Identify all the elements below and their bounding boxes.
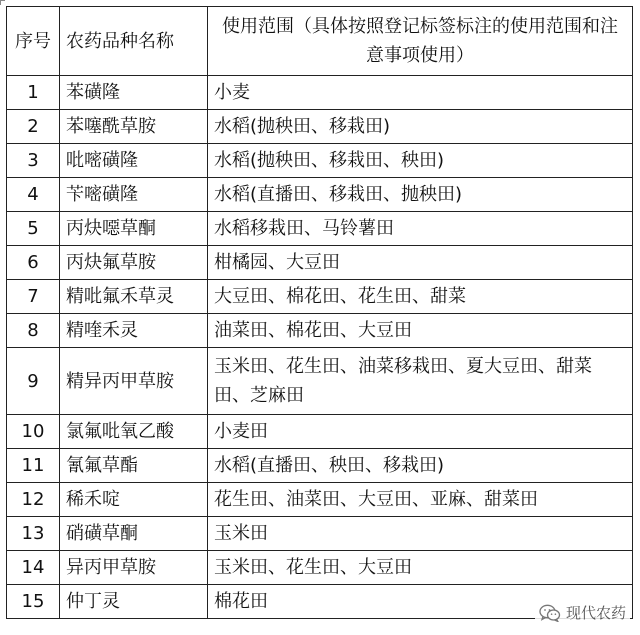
cell-serial-number: 2	[7, 110, 60, 144]
header-row	[7, 7, 633, 76]
cell-pesticide-name: 丙炔噁草酮	[60, 212, 208, 246]
watermark	[535, 600, 630, 625]
table-row	[7, 110, 633, 144]
table-row	[7, 280, 633, 314]
cell-serial-number: 1	[7, 76, 60, 110]
table-row	[7, 76, 633, 110]
corner-crop-mark	[0, 0, 5, 5]
cell-serial-number: 14	[7, 551, 60, 585]
cell-usage-scope: 玉米田、花生田、油菜移栽田、夏大豆田、甜菜田、芝麻田	[208, 348, 633, 415]
cell-serial-number: 15	[7, 585, 60, 619]
cell-serial-number: 11	[7, 449, 60, 483]
cell-serial-number: 6	[7, 246, 60, 280]
cell-pesticide-name: 仲丁灵	[60, 585, 208, 619]
cell-usage-scope: 水稻(直播田、秧田、移栽田)	[208, 449, 633, 483]
cell-pesticide-name: 精吡氟禾草灵	[60, 280, 208, 314]
cell-pesticide-name: 氯氟吡氧乙酸	[60, 415, 208, 449]
header-serial-number: 序号	[7, 7, 60, 76]
table-row	[7, 348, 633, 415]
header-usage-scope: 使用范围（具体按照登记标签标注的使用范围和注意事项使用）	[208, 7, 633, 76]
cell-serial-number: 4	[7, 178, 60, 212]
table-row	[7, 483, 633, 517]
header-pesticide-name: 农药品种名称	[60, 7, 208, 76]
cell-usage-scope: 小麦田	[208, 415, 633, 449]
pesticide-table-container	[6, 6, 633, 619]
cell-usage-scope: 油菜田、棉花田、大豆田	[208, 314, 633, 348]
cell-pesticide-name: 精喹禾灵	[60, 314, 208, 348]
cell-pesticide-name: 吡嘧磺隆	[60, 144, 208, 178]
cell-usage-scope: 棉花田	[208, 585, 633, 619]
cell-usage-scope: 水稻移栽田、马铃薯田	[208, 212, 633, 246]
cell-usage-scope: 花生田、油菜田、大豆田、亚麻、甜菜田	[208, 483, 633, 517]
table-row	[7, 314, 633, 348]
cell-serial-number: 5	[7, 212, 60, 246]
cell-serial-number: 7	[7, 280, 60, 314]
cell-usage-scope: 大豆田、棉花田、花生田、甜菜	[208, 280, 633, 314]
cell-pesticide-name: 硝磺草酮	[60, 517, 208, 551]
cell-serial-number: 9	[7, 348, 60, 415]
cell-pesticide-name: 苯磺隆	[60, 76, 208, 110]
pesticide-table	[6, 6, 633, 619]
cell-usage-scope: 水稻(抛秧田、移栽田、秧田)	[208, 144, 633, 178]
cell-pesticide-name: 苄嘧磺隆	[60, 178, 208, 212]
cell-pesticide-name: 异丙甲草胺	[60, 551, 208, 585]
cell-serial-number: 8	[7, 314, 60, 348]
table-row	[7, 415, 633, 449]
cell-serial-number: 12	[7, 483, 60, 517]
cell-usage-scope: 水稻(直播田、移栽田、抛秧田)	[208, 178, 633, 212]
table-row	[7, 517, 633, 551]
cell-serial-number: 13	[7, 517, 60, 551]
cell-pesticide-name: 丙炔氟草胺	[60, 246, 208, 280]
table-row	[7, 178, 633, 212]
table-header	[7, 7, 633, 76]
cell-usage-scope: 小麦	[208, 76, 633, 110]
cell-serial-number: 10	[7, 415, 60, 449]
cell-serial-number: 3	[7, 144, 60, 178]
watermark-text: 现代农药	[565, 604, 626, 622]
table-row	[7, 144, 633, 178]
table-row	[7, 551, 633, 585]
table-row	[7, 246, 633, 280]
cell-pesticide-name: 苯噻酰草胺	[60, 110, 208, 144]
wechat-icon	[539, 604, 561, 622]
cell-usage-scope: 柑橘园、大豆田	[208, 246, 633, 280]
table-row	[7, 449, 633, 483]
cell-usage-scope: 玉米田、花生田、大豆田	[208, 551, 633, 585]
table-row	[7, 212, 633, 246]
cell-pesticide-name: 精异丙甲草胺	[60, 348, 208, 415]
cell-usage-scope: 玉米田	[208, 517, 633, 551]
cell-pesticide-name: 氰氟草酯	[60, 449, 208, 483]
table-body	[7, 76, 633, 619]
cell-usage-scope: 水稻(抛秧田、移栽田)	[208, 110, 633, 144]
cell-pesticide-name: 稀禾啶	[60, 483, 208, 517]
